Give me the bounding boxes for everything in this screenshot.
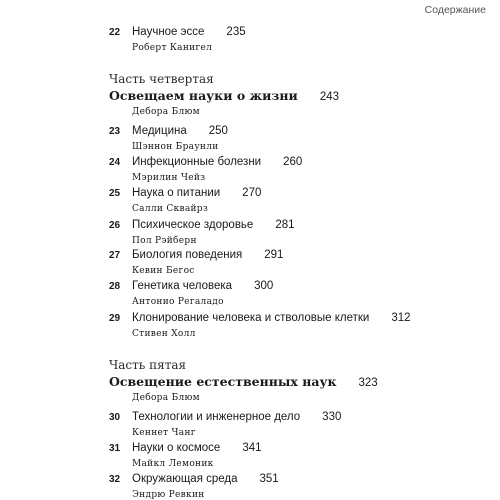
page-number: 250 [208, 125, 228, 137]
chapter-title: Научное эссе 235 [132, 26, 246, 38]
page-number: 243 [319, 91, 339, 103]
chapter-title: Психическое здоровье 281 [132, 219, 295, 231]
chapter-number: 25 [109, 188, 121, 199]
chapter-author: Кевин Бегос [132, 266, 195, 276]
chapter-author: Антонио Регаладо [132, 297, 224, 307]
chapter-author: Шэннон Браунли [132, 142, 219, 152]
page-number: 312 [391, 312, 411, 324]
chapter-author: Пол Рэйберн [132, 236, 197, 246]
chapter-number: 22 [109, 27, 121, 38]
page-number: 270 [242, 187, 262, 199]
chapter-number: 30 [109, 412, 121, 423]
page-number: 323 [358, 377, 378, 389]
chapter-number: 29 [109, 313, 121, 324]
page-number: 300 [254, 280, 274, 292]
chapter-number: 23 [109, 126, 121, 137]
part-author: Дебора Блюм [132, 107, 200, 117]
part-author: Дебора Блюм [132, 393, 200, 403]
chapter-author: Роберт Канигел [132, 43, 213, 53]
chapter-number: 26 [109, 220, 121, 231]
page-number: 235 [226, 26, 246, 38]
chapter-number: 24 [109, 157, 121, 168]
chapter-author: Эндрю Ревкин [132, 490, 205, 500]
chapter-title: Наука о питании 270 [132, 187, 262, 199]
chapter-title: Технологии и инженерное дело 330 [132, 411, 342, 423]
chapter-title: Биология поведения 291 [132, 249, 284, 261]
page-number: 341 [242, 442, 262, 454]
section-header: Содержание [424, 4, 486, 16]
chapter-title: Окружающая среда 351 [132, 473, 279, 485]
part-title: Освещение естественных наук 323 [109, 374, 378, 389]
chapter-number: 27 [109, 250, 121, 261]
chapter-author: Мэрилин Чейз [132, 173, 206, 183]
page-number: 351 [259, 473, 279, 485]
chapter-title: Клонирование человека и стволовые клетки 312 [132, 312, 411, 324]
chapter-title: Генетика человека 300 [132, 280, 274, 292]
part-label: Часть четвертая [109, 72, 214, 86]
chapter-number: 32 [109, 474, 121, 485]
chapter-number: 28 [109, 281, 121, 292]
chapter-title: Медицина 250 [132, 125, 228, 137]
chapter-author: Кеннет Чанг [132, 428, 196, 438]
chapter-title: Инфекционные болезни 260 [132, 156, 303, 168]
page-number: 281 [275, 219, 295, 231]
chapter-author: Салли Сквайрз [132, 204, 209, 214]
part-title: Освещаем науки о жизни 243 [109, 88, 339, 103]
chapter-author: Майкл Лемоник [132, 459, 214, 469]
chapter-author: Стивен Холл [132, 329, 196, 339]
page-number: 330 [322, 411, 342, 423]
chapter-title: Науки о космосе 341 [132, 442, 262, 454]
page-number: 260 [283, 156, 303, 168]
part-label: Часть пятая [109, 358, 187, 372]
page-number: 291 [264, 249, 284, 261]
chapter-number: 31 [109, 443, 121, 454]
